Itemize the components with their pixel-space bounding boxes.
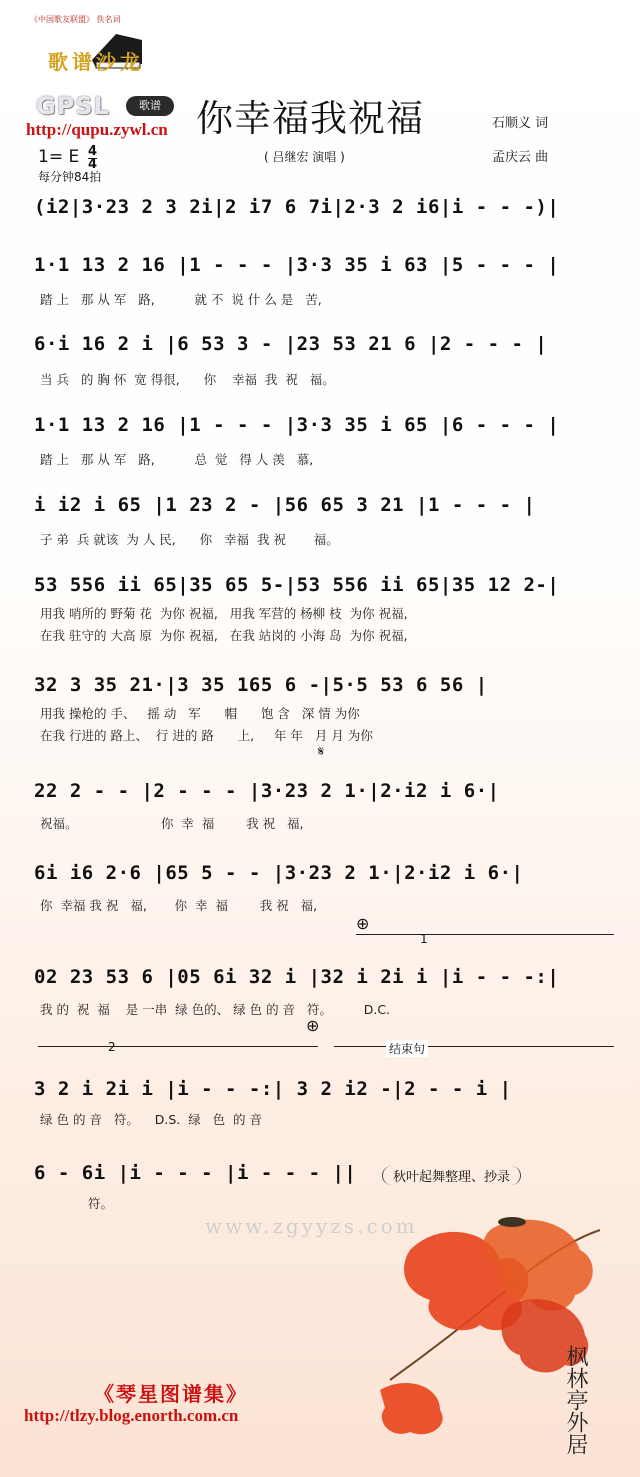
lyric-line-6b: 在我 行进的 路上、 行 进的 路 上, 年 年 月 月 为你 [40, 728, 373, 743]
lyric-line-5a: 用我 哨所的 野菊 花 为你 祝福, 用我 军营的 杨柳 枝 为你 祝福, [40, 606, 408, 621]
time-signature: 4 4 [88, 144, 98, 172]
score-line-2: 6·i 16 2 i |6 53 3 - |23 53 21 6 |2 - - - | [34, 333, 548, 355]
lyric-line-1: 踏 上 那 从 军 路, 就 不 说 什 么 是 苦, [40, 292, 322, 307]
score-line-6: 32 3 35 21·|3 35 165 6 -|5·5 53 6 56 | [34, 674, 488, 696]
score-line-4: i i2 i 65 |1 23 2 - |56 65 3 21 |1 - - - | [34, 494, 536, 516]
coda-label: 结束句 [386, 1040, 428, 1057]
site-small-text: 《中国歌友联盟》 佚名词 [30, 15, 121, 24]
score-line-8: 6i i6 2·6 |65 5 - - |3·23 2 1·|2·i2 i 6·| [34, 862, 524, 884]
song-title: 你幸福我祝福 [196, 97, 424, 140]
score-line-1: 1·1 13 2 16 |1 - - - |3·3 35 i 63 |5 - - - | [34, 254, 560, 276]
watermark-text: www.zgyyzs.com [205, 1214, 418, 1238]
gpsl-logo: GPSL [36, 92, 110, 120]
lyric-line-7: 祝福。 你 幸 福 我 祝 福, [40, 816, 304, 831]
ending-2-label: 2 [108, 1040, 116, 1054]
lyric-line-11: 符。 [88, 1196, 114, 1211]
blog-url-link[interactable]: http://tlzy.blog.enorth.com.cn [24, 1406, 239, 1425]
score-line-10: 3 2 i 2i i |i - - -:| 3 2 i2 -|2 - - i | [34, 1078, 512, 1100]
segno-sign: 𝄋 [318, 744, 325, 760]
coda-sign-1: ⊕ [356, 914, 370, 933]
lyric-line-9: 我 的 祝 福 是 一串 绿 色的、 绿 色 的 音 符。 D.C. [40, 1002, 391, 1017]
singer: ( 吕继宏 演唱 ) [264, 150, 345, 164]
lyric-line-5b: 在我 驻守的 大高 原 为你 祝福, 在我 站岗的 小海 岛 为你 祝福, [40, 628, 408, 643]
site-logo-text: 歌谱沙龙 [48, 50, 144, 74]
tempo-marking: 每分钟84拍 [38, 170, 102, 184]
composer: 孟庆云 曲 [492, 150, 549, 165]
lyricist: 石顺义 词 [492, 116, 549, 131]
lyric-line-3: 踏 上 那 从 军 路, 总 觉 得 人 羡 慕, [40, 452, 314, 467]
site-url-link[interactable]: http://qupu.zywl.cn [26, 120, 168, 139]
coda-bracket [334, 1046, 614, 1047]
coda-sign-2: ⊕ [306, 1016, 320, 1035]
lyric-line-6a: 用我 操枪的 手、 摇 动 军 帽 饱 含 深 情 为你 [40, 706, 360, 721]
lyric-line-2: 当 兵 的 胸 怀 宽 得很, 你 幸福 我 祝 福。 [40, 372, 335, 387]
book-title: 《琴星图谱集》 [94, 1382, 248, 1406]
score-line-3: 1·1 13 2 16 |1 - - - |3·3 35 i 65 |6 - - - | [34, 414, 560, 436]
lyric-line-8: 你 幸福 我 祝 福, 你 幸 福 我 祝 福, [40, 898, 318, 913]
lyric-line-10: 绿 色 的 音 符。 D.S. 绿 色 的 音 [40, 1112, 263, 1127]
score-line-0: (i2|3·23 2 3 2i|2 i7 6 7i|2·3 2 i6|i - - -)| [34, 196, 560, 218]
ending-1-label: 1 [420, 932, 428, 946]
ending-bracket-2 [38, 1046, 318, 1047]
score-line-5: 53 556 ii 65|35 65 5-|53 556 ii 65|35 12 2-| [34, 574, 560, 596]
score-line-9: 02 23 53 6 |05 6i 32 i |32 i 2i i |i - - -:| [34, 966, 560, 988]
lyric-line-4: 子 弟 兵 就该 为 人 民, 你 幸福 我 祝 福。 [40, 532, 339, 547]
ending-bracket-1 [356, 934, 614, 935]
artist-seal: 枫林亭外居 [563, 1345, 588, 1455]
gepu-badge: 歌谱 [126, 96, 174, 116]
score-line-11: 6 - 6i |i - - - |i - - - || [34, 1162, 357, 1184]
arranger-credit: 秋叶起舞整理、抄录 [382, 1166, 521, 1185]
key-signature: 1= E [38, 147, 80, 167]
score-line-7: 22 2 - - |2 - - - |3·23 2 1·|2·i2 i 6·| [34, 780, 500, 802]
